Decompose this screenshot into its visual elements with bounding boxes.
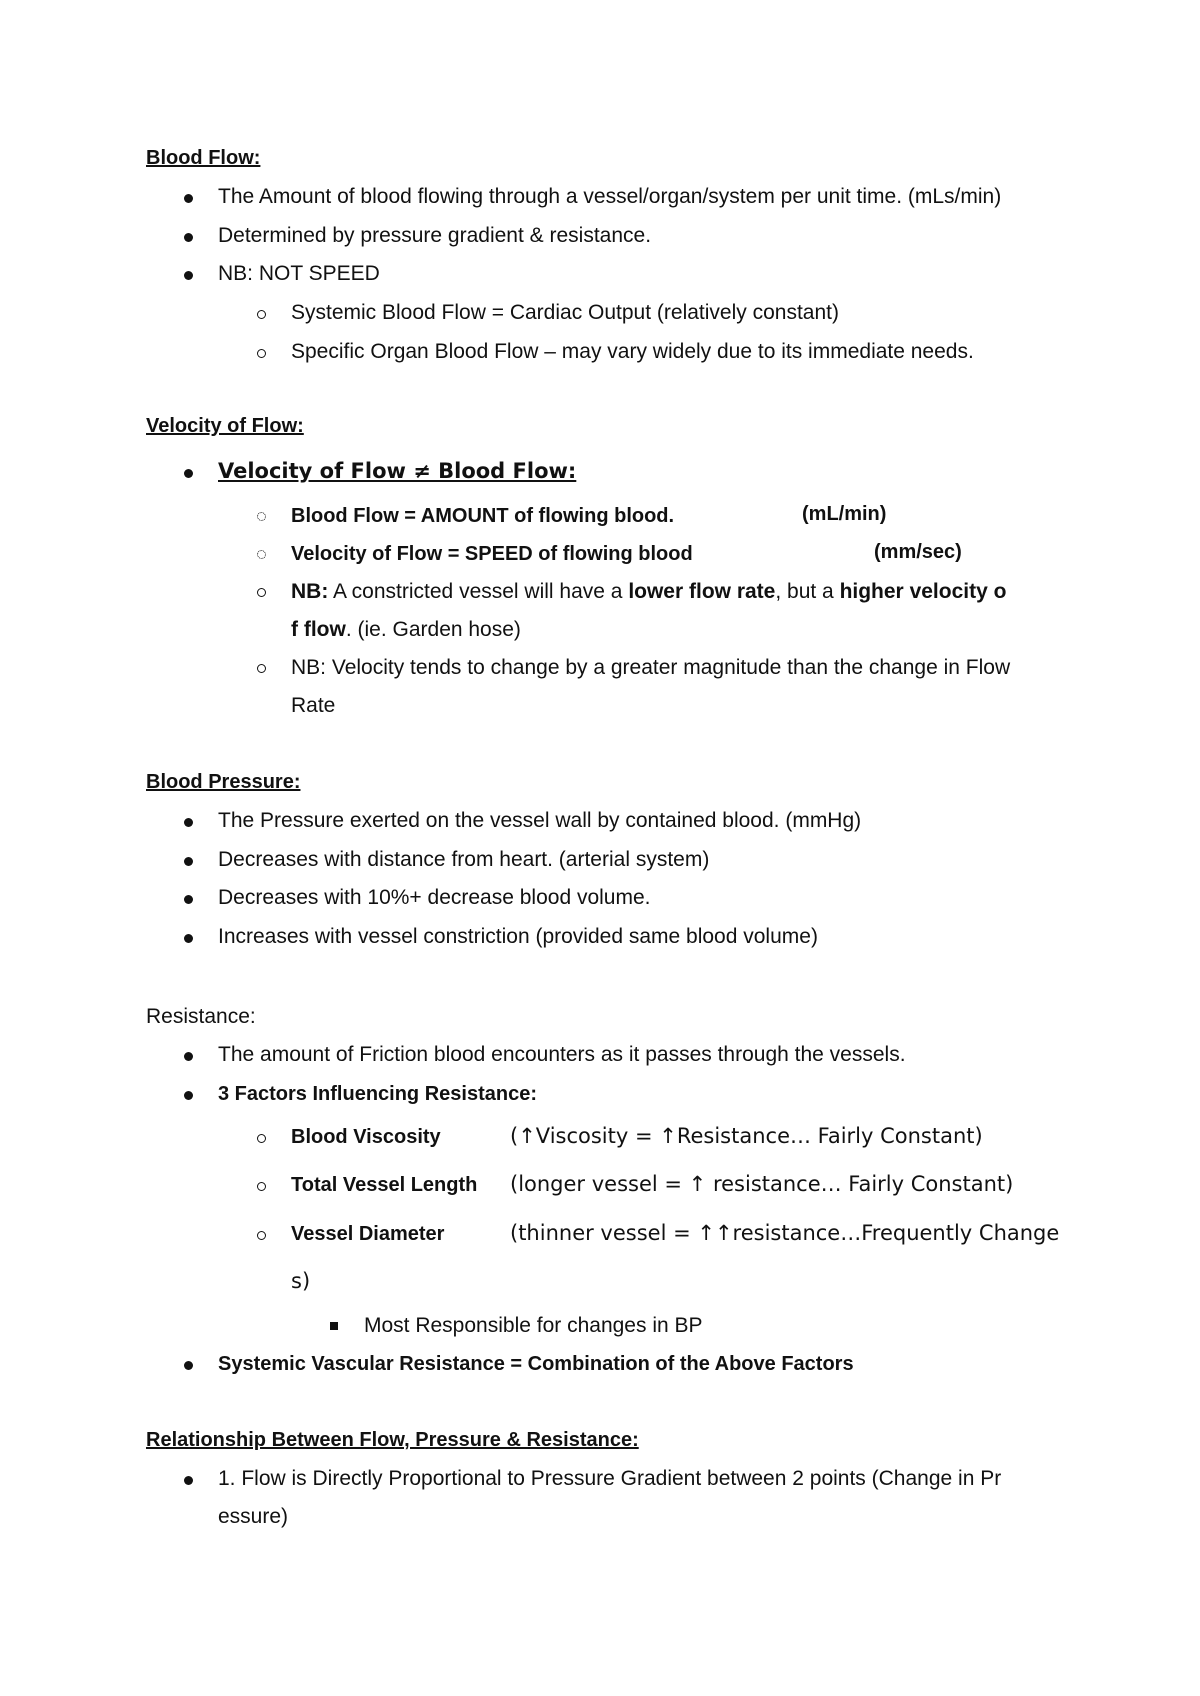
bullet-icon xyxy=(184,1091,193,1100)
list-item: Determined by pressure gradient & resistance. xyxy=(218,224,652,247)
list-item xyxy=(218,458,576,485)
sub-list-item: Specific Organ Blood Flow – may vary widely due to its immediate needs. xyxy=(291,340,974,363)
unit-label: (mm/sec) xyxy=(874,541,962,563)
circle-bullet-icon xyxy=(257,1134,266,1143)
bullet-icon xyxy=(184,818,193,827)
sub-list-item: Blood Flow = AMOUNT of flowing blood. xyxy=(291,505,675,527)
text-fragment: , but a xyxy=(775,580,840,603)
circle-bullet-icon xyxy=(257,588,266,597)
circle-bullet-icon xyxy=(257,664,266,673)
bullet-icon xyxy=(184,469,193,478)
bullet-icon xyxy=(184,934,193,943)
factor-description-continuation: s) xyxy=(291,1269,311,1293)
heading-blood-flow: Blood Flow: xyxy=(146,147,261,169)
list-item: The Amount of blood flowing through a vessel/organ/system per unit time. (mLs/min) xyxy=(218,185,1002,208)
nb-label: NB: xyxy=(291,580,329,603)
factor-description: (longer vessel = ↑ resistance… Fairly Constant) xyxy=(510,1172,1014,1196)
bullet-icon xyxy=(184,1052,193,1061)
bullet-icon xyxy=(184,1361,193,1370)
sub-list-item: Systemic Blood Flow = Cardiac Output (relatively constant) xyxy=(291,301,839,324)
factor-description: (↑Viscosity = ↑Resistance… Fairly Constant) xyxy=(510,1124,983,1148)
bullet-icon xyxy=(184,194,193,203)
bullet-icon xyxy=(184,1476,193,1485)
unit-label: (mL/min) xyxy=(802,503,887,525)
factor-label: Total Vessel Length xyxy=(291,1174,478,1196)
bullet-icon xyxy=(184,895,193,904)
heading-relationship: Relationship Between Flow, Pressure & Resistance: xyxy=(146,1429,639,1451)
factor-label: Blood Viscosity xyxy=(291,1126,441,1148)
circle-bullet-icon xyxy=(257,349,266,358)
list-item: Systemic Vascular Resistance = Combination of the Above Factors xyxy=(218,1353,854,1375)
text-fragment: A constricted vessel will have a xyxy=(328,580,629,603)
list-item: 3 Factors Influencing Resistance: xyxy=(218,1083,537,1105)
sub-list-item-continuation: Rate xyxy=(291,694,336,717)
heading-blood-pressure: Blood Pressure: xyxy=(146,771,301,793)
circle-bullet-icon xyxy=(257,310,266,319)
bold-fragment: lower flow rate xyxy=(628,580,776,603)
bold-fragment: higher velocity o xyxy=(839,580,1007,603)
bullet-icon xyxy=(184,271,193,280)
bullet-icon xyxy=(184,233,193,242)
dotted-circle-bullet-icon xyxy=(257,550,266,559)
square-bullet-icon xyxy=(330,1322,338,1330)
bold-fragment: f flow xyxy=(291,618,346,641)
list-item: 1. Flow is Directly Proportional to Pressure Gradient between 2 points (Change in Pr xyxy=(218,1467,1002,1490)
sub-list-item: Velocity of Flow = SPEED of flowing blood xyxy=(291,543,693,565)
velocity-neq-label: Velocity of Flow ≠ Blood Flow: xyxy=(218,459,577,483)
sub-list-item xyxy=(291,579,1006,605)
dotted-circle-bullet-icon xyxy=(257,512,266,521)
circle-bullet-icon xyxy=(257,1231,266,1240)
list-item: Increases with vessel constriction (provided same blood volume) xyxy=(218,925,818,948)
sub-list-item: NB: Velocity tends to change by a greater magnitude than the change in Flow xyxy=(291,656,1011,679)
text-fragment: . (ie. Garden hose) xyxy=(345,618,521,641)
factor-description: (thinner vessel = ↑↑resistance…Frequently Change xyxy=(510,1221,1060,1245)
sub-sub-list-item: Most Responsible for changes in BP xyxy=(364,1314,703,1337)
circle-bullet-icon xyxy=(257,1182,266,1191)
list-item: NB: NOT SPEED xyxy=(218,262,380,285)
sub-list-item-continuation xyxy=(291,617,521,643)
heading-velocity-of-flow: Velocity of Flow: xyxy=(146,415,304,437)
factor-label: Vessel Diameter xyxy=(291,1223,445,1245)
list-item: The Pressure exerted on the vessel wall by contained blood. (mmHg) xyxy=(218,809,862,832)
list-item-continuation: essure) xyxy=(218,1505,289,1528)
list-item: Decreases with distance from heart. (arterial system) xyxy=(218,848,710,871)
list-item: The amount of Friction blood encounters as it passes through the vessels. xyxy=(218,1043,906,1066)
bullet-icon xyxy=(184,857,193,866)
list-item: Decreases with 10%+ decrease blood volume. xyxy=(218,886,651,909)
heading-resistance: Resistance: xyxy=(146,1005,256,1028)
